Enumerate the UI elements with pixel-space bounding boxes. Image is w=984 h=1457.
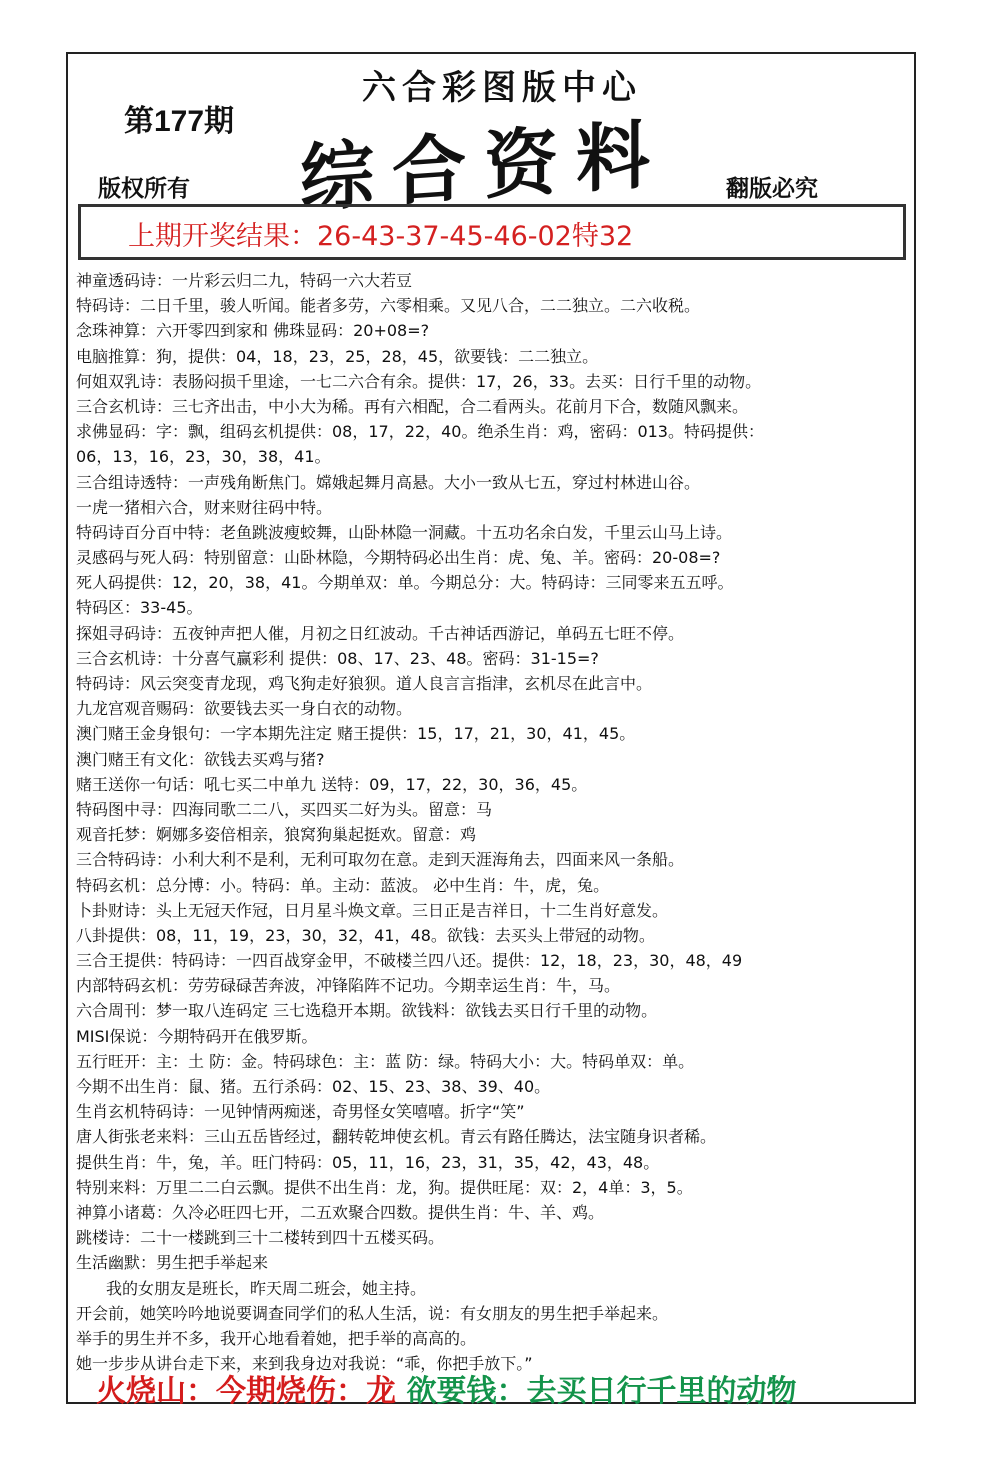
content-line: 神童透码诗：一片彩云归二九，特码一六大若豆 [76, 271, 413, 290]
content-line: 八卦提供：08，11，19，23，30，32，41，48。欲钱：去买头上带冠的动物。 [76, 925, 655, 945]
content-line: 特码诗：风云突变青龙现，鸡飞狗走好狼狈。道人良言言指津，玄机尽在此言中。 [76, 674, 653, 693]
content-line: 卜卦财诗：头上无冠天作冠，日月星斗焕文章。三日正是吉祥日，十二生肖好意发。 [76, 900, 669, 920]
center-title: 六合彩图版中心 [362, 68, 642, 108]
content-line: 我的女朋友是班长，昨天周二班会，她主持。 [106, 1278, 427, 1298]
content-line: 特码诗：二日千里，骏人听闻。能者多劳，六零相乘。又见八合，二二独立。二六收税。 [76, 296, 701, 316]
footer-part-green: 欲要钱：去买日行千里的动物 [406, 1374, 797, 1409]
content-line: 特码玄机：总分博：小。特码：单。主动：蓝波。 必中生肖：牛，虎，兔。 [76, 875, 610, 895]
content-line: 六合周刊：梦一取八连码定 三七选稳开本期。欲钱料：欲钱去买日行千里的动物。 [76, 1001, 658, 1021]
content-line: 举手的男生并不多，我开心地看着她，把手举的高高的。 [76, 1328, 477, 1348]
content-line: 她一步步从讲台走下来，来到我身边对我说：“乖，你把手放下。” [76, 1354, 533, 1374]
content-line: 开会前，她笑吟吟地说要调查同学们的私人生活，说：有女朋友的男生把手举起来。 [76, 1303, 669, 1323]
content-line: 灵感码与死人码：特别留意：山卧林隐，今期特码必出生肖：虎、兔、羊。密码：20-08=? [76, 548, 721, 568]
content-line: 特码诗百分百中特：老鱼跳波瘦蛟舞，山卧林隐一洞藏。十五功名余白发，千里云山马上诗。 [76, 522, 733, 542]
piracy-note: 翻版必究 [726, 176, 818, 202]
content-line: 三合玄机诗：三七齐出击，中小大为稀。再有六相配，合二看两头。花前月下合，数随风飘来。 [76, 396, 749, 416]
content-line: 九龙宫观音赐码：欲要钱去买一身白衣的动物。 [76, 699, 413, 719]
content-line: 三合王提供：特码诗：一四百战穿金甲，不破楼兰四八还。提供：12，18，23，30，48，49 [76, 951, 743, 971]
content-line: 三合组诗透特：一声残角断焦门。嫦娥起舞月高悬。大小一致从七五，穿过村林进山谷。 [76, 472, 701, 492]
content-line: 求佛显码：字：飘，组码玄机提供：08，17，22，40。绝杀生肖：鸡，密码：013。特码提供： [76, 422, 764, 442]
content-line: 特码图中寻：四海同歌二二八，买四买二好为头。留意：马 [76, 799, 493, 819]
content-line: 观音托梦：婀娜多姿倍相亲，狼窝狗巢起挺欢。留意：鸡 [76, 825, 477, 845]
content-line: 三合特码诗：小利大利不是利，无利可取勿在意。走到天涯海角去，四面来风一条船。 [76, 850, 685, 870]
last-result: 上期开奖结果：26-43-37-45-46-02特32 [128, 221, 634, 252]
content-line: MISI保说：今期特码开在俄罗斯。 [76, 1026, 318, 1046]
issue-number: 第177期 [124, 105, 235, 138]
content-line: 赌王送你一句话：吼七买二中单九 送特：09，17，22，30，36，45。 [76, 774, 588, 794]
content-line: 06，13，16，23，30，38，41。 [76, 447, 331, 467]
content-line: 澳门赌王金身银句：一字本期先注定 赌王提供：15，17，21，30，41，45。 [76, 724, 636, 744]
main-title: 综合资料 [300, 111, 668, 223]
content-line: 死人码提供：12，20，38，41。今期单双：单。今期总分：大。特码诗：三同零来五五呼。 [76, 573, 734, 593]
copyright-note: 版权所有 [98, 176, 190, 202]
content-line: 唐人街张老来料：三山五岳皆经过，翻转乾坤使玄机。青云有路任腾达，法宝随身识者稀。 [76, 1127, 717, 1147]
content-line: 内部特码玄机：劳劳碌碌苦奔波，冲锋陷阵不记功。今期幸运生肖：牛，马。 [76, 976, 621, 996]
content-line: 五行旺开：主：土 防：金。特码球色：主：蓝 防：绿。特码大小：大。特码单双：单。 [76, 1051, 695, 1071]
content-line: 生肖玄机特码诗：一见钟情两痴迷，奇男怪女笑嘻嘻。折字“笑” [76, 1102, 525, 1122]
content-line: 澳门赌王有文化：欲钱去买鸡与猪? [76, 749, 325, 769]
footer-part-red: 火烧山：今期烧伤：龙 [96, 1374, 407, 1409]
content-lines [76, 268, 912, 1376]
content-line: 三合玄机诗：十分喜气赢彩利 提供：08、17、23、48。密码：31-15=? [76, 648, 599, 668]
content-line: 电脑推算：狗，提供：04，18，23，25，28，45，欲要钱：二二独立。 [76, 346, 599, 366]
content-line: 提供生肖：牛，兔，羊。旺门特码：05，11，16，23，31，35，42，43，48。 [76, 1152, 660, 1172]
content-line: 神算小诸葛：久冷必旺四七开，二五欢聚合四数。提供生肖：牛、羊、鸡。 [76, 1202, 605, 1222]
content-line: 探姐寻码诗：五夜钟声把人催，月初之日红波动。千古神话西游记，单码五七旺不停。 [76, 623, 685, 643]
content-line: 何姐双乳诗：表肠闷损千里途，一七二六合有余。提供：17，26，33。去买：日行千里的动物。 [76, 371, 762, 391]
footer-banner [96, 1366, 796, 1410]
content-line: 特码区：33-45。 [76, 598, 203, 618]
content-line: 念珠神算：六开零四到家和 佛珠显码：20+08=? [76, 321, 430, 341]
content-line: 特别来料：万里二二白云飘。提供不出生肖：龙，狗。提供旺尾：双：2，4单：3，5。 [76, 1177, 693, 1197]
content-line: 跳楼诗：二十一楼跳到三十二楼转到四十五楼买码。 [76, 1228, 445, 1248]
content-line: 一虎一猪相六合，财来财往码中特。 [76, 497, 333, 517]
content-line: 生活幽默：男生把手举起来 [76, 1253, 269, 1273]
content-line: 今期不出生肖：鼠、猪。五行杀码：02、15、23、38、39、40。 [76, 1077, 551, 1096]
